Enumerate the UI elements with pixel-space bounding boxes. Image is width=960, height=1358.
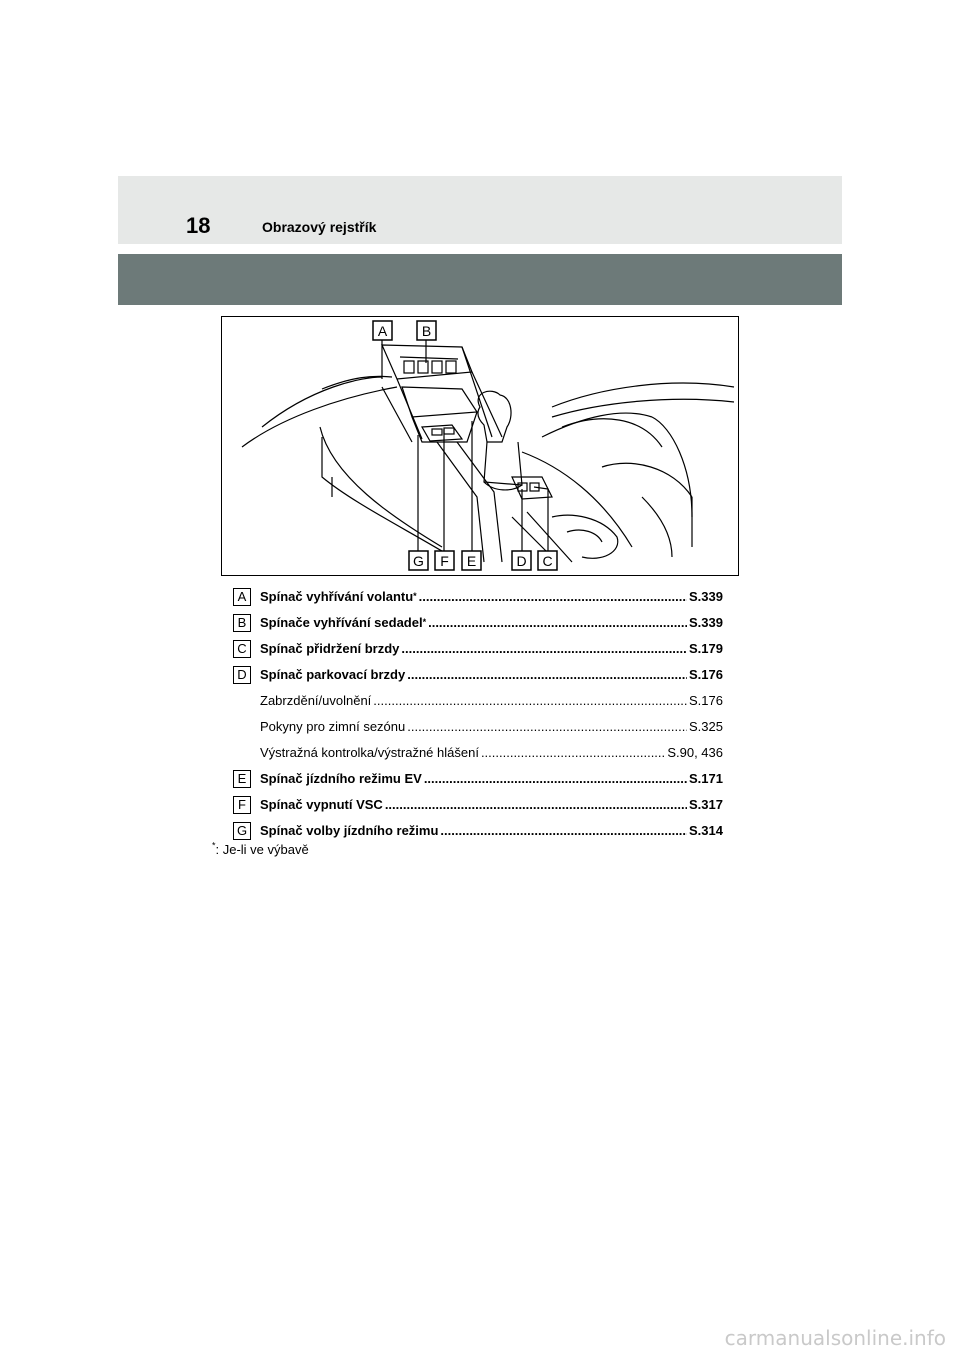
dot-leader — [428, 615, 687, 630]
callout-letter-g: G — [413, 553, 424, 569]
dot-leader — [440, 823, 687, 838]
callout-letter-d: D — [516, 553, 527, 569]
dot-leader — [419, 589, 687, 604]
header-band — [118, 176, 842, 244]
footnote — [212, 842, 309, 858]
entry-label: Spínače vyhřívání sedadel — [260, 614, 423, 630]
entry-letter: C — [233, 640, 251, 658]
console-illustration — [221, 316, 739, 576]
entry-page-ref[interactable]: S.314 — [689, 822, 723, 838]
entry-letter: F — [233, 796, 251, 814]
subentry-label: Výstražná kontrolka/výstražné hlášení — [260, 744, 479, 760]
index-entry — [233, 635, 723, 661]
subentry-label: Zabrzdění/uvolnění — [260, 692, 372, 708]
index-entry — [233, 817, 723, 843]
footnote-text: : Je-li ve výbavě — [215, 842, 309, 857]
dot-leader — [401, 641, 687, 656]
entry-label: Spínač volby jízdního režimu — [260, 822, 439, 838]
dot-leader — [407, 719, 687, 734]
index-subentry — [233, 687, 723, 713]
entry-label: Spínač vypnutí VSC — [260, 796, 383, 812]
entry-page-ref[interactable]: S.171 — [689, 770, 723, 786]
index-subentry — [233, 713, 723, 739]
index-entry: A Spínač vyhřívání volantu * ..... S.339 — [233, 583, 723, 609]
entry-page-ref[interactable]: S.339 — [689, 588, 723, 604]
subentry-label: Pokyny pro zimní sezónu — [260, 718, 406, 734]
index-entry — [233, 791, 723, 817]
callout-letter-b: B — [421, 323, 432, 339]
callout-letter-f: F — [440, 553, 449, 569]
callout-letter-a: A — [377, 323, 388, 339]
dot-leader — [373, 693, 687, 708]
dot-leader — [385, 797, 687, 812]
dot-leader — [424, 771, 687, 786]
dot-leader — [407, 667, 687, 682]
entry-page-ref[interactable]: S.176 — [689, 666, 723, 682]
entry-page-ref[interactable]: S.317 — [689, 796, 723, 812]
index-entry — [233, 765, 723, 791]
entry-letter: D — [233, 666, 251, 684]
footnote-marker: * — [212, 840, 216, 851]
subentry-page-ref[interactable]: S.90, 436 — [667, 744, 723, 760]
subentry-page-ref[interactable]: S.325 — [689, 718, 723, 734]
callout-leaders — [382, 339, 548, 551]
entry-page-ref[interactable]: S.179 — [689, 640, 723, 656]
index-entry: B Spínače vyhřívání sedadel * ..... S.339 — [233, 609, 723, 635]
callout-boxes — [373, 321, 557, 570]
page-number: 18 — [186, 213, 211, 238]
index-entry — [233, 661, 723, 687]
entry-letter: B — [233, 614, 251, 632]
entry-letter: G — [233, 822, 251, 840]
index-subentry — [233, 739, 723, 765]
entry-label: Spínač jízdního režimu EV — [260, 770, 422, 786]
index-entries — [233, 583, 723, 843]
dashboard-drawing — [242, 345, 734, 562]
header-bar — [118, 254, 842, 305]
entry-label: Spínač vyhřívání volantu — [260, 588, 414, 604]
callout-letter-c: C — [542, 553, 553, 569]
dot-leader — [481, 745, 665, 760]
callout-letter-e: E — [466, 553, 477, 569]
entry-label: Spínač parkovací brzdy — [260, 666, 406, 682]
section-title: Obrazový rejstřík — [262, 219, 377, 235]
subentry-page-ref[interactable]: S.176 — [689, 692, 723, 708]
entry-letter: A — [233, 588, 251, 606]
entry-label: Spínač přidržení brzdy — [260, 640, 400, 656]
entry-letter: E — [233, 770, 251, 788]
watermark: carmanualsonline.info — [724, 1326, 946, 1350]
entry-page-ref[interactable]: S.339 — [689, 614, 723, 630]
